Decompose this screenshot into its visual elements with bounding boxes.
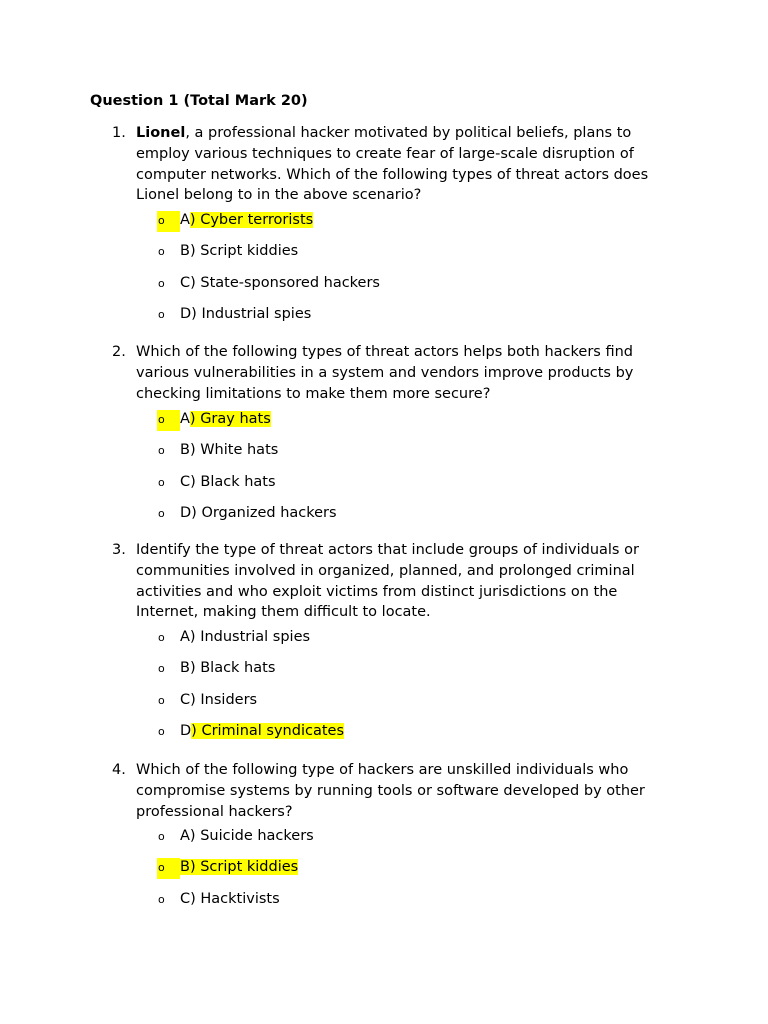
option-letter: B [180,660,190,677]
question-number: 2. [112,344,126,360]
option-text [180,304,311,325]
option-text [180,273,380,294]
option-label: ) State-sponsored hackers [190,274,380,291]
bullet-icon: o [158,892,165,906]
option-text [180,857,298,878]
option-text [180,210,313,231]
section-heading: Question 1 (Total Mark 20) [90,93,308,109]
bullet-icon: o [158,245,165,259]
question-body: Which of the following type of hackers are unskilled individuals who compromise systems by running tools or software developed by other professional hackers? [136,762,645,820]
option-label: ) White hats [189,442,279,459]
option-label: ) Industrial spies [189,629,311,645]
option-letter: C [180,890,191,907]
bullet-icon: o [158,444,165,458]
option-text [180,472,276,493]
option-label: ) Black hats [189,660,276,677]
option-letter: C [180,274,191,291]
option-label: ) Insiders [190,691,258,708]
question-text [136,342,676,404]
bullet-icon: o [157,858,180,879]
option-label: ) Organized hackers [191,504,337,521]
question-body: , a professional hacker motivated by political beliefs, plans to employ various techniques to create fear of large-scale disruption of computer networks. Which of the following types of threat actors does Lionel belong to in the above scenario? [136,125,649,204]
option-letter: B [180,859,190,876]
question-text [136,123,676,206]
option-letter: D [180,504,192,521]
option-text [180,241,298,262]
bullet-icon: o [158,724,165,738]
option-text [180,658,275,679]
option-text [180,690,257,711]
bullet-icon: o [158,475,165,489]
option-label: ) Suicide hackers [189,828,314,844]
question-number: 4. [112,762,126,778]
option-letter: A [180,828,190,844]
option-text [180,721,344,742]
bullet-icon: o [157,410,180,431]
option-letter: A [180,212,190,228]
option-label: ) Industrial spies [191,305,312,322]
option-label: ) Cyber terrorists [189,212,314,228]
option-label: ) Gray hats [189,411,271,427]
question-body: Which of the following types of threat actors helps both hackers find various vulnerabilities in a system and vendors improve products by checking limitations to make them more secure? [136,344,634,402]
bullet-icon: o [158,693,165,707]
bullet-icon: o [158,307,165,321]
bullet-icon: o [158,276,165,290]
option-letter: C [180,691,191,708]
option-text [180,826,314,847]
bullet-icon: o [158,662,165,676]
option-letter: A [180,629,190,645]
option-text [180,503,337,524]
option-label: ) Hacktivists [190,890,280,907]
option-text [180,627,310,648]
option-letter: A [180,411,190,427]
option-text [180,440,278,461]
option-label: ) Script kiddies [189,243,299,260]
option-letter: B [180,442,190,459]
option-label: ) Black hats [190,473,276,490]
option-letter: C [180,473,191,490]
question-bold-lead: Lionel [136,125,186,141]
question-text [136,760,676,822]
question-number: 1. [112,125,126,141]
option-letter: D [180,722,192,739]
option-letter: D [180,305,192,322]
option-text [180,409,271,430]
bullet-icon: o [158,506,165,520]
question-body: Identify the type of threat actors that include groups of individuals or communities involved in organized, planned, and prolonged criminal activities and who exploit victims from distinct jurisdictions on the Internet, making them difficult to locate. [136,542,639,621]
option-label: ) Criminal syndicates [191,722,344,739]
question-text [136,540,676,623]
option-text [180,889,280,910]
bullet-icon: o [158,830,165,843]
question-number: 3. [112,542,126,558]
option-label: ) Script kiddies [189,859,299,876]
bullet-icon: o [157,211,180,232]
option-letter: B [180,243,190,260]
bullet-icon: o [158,631,165,644]
